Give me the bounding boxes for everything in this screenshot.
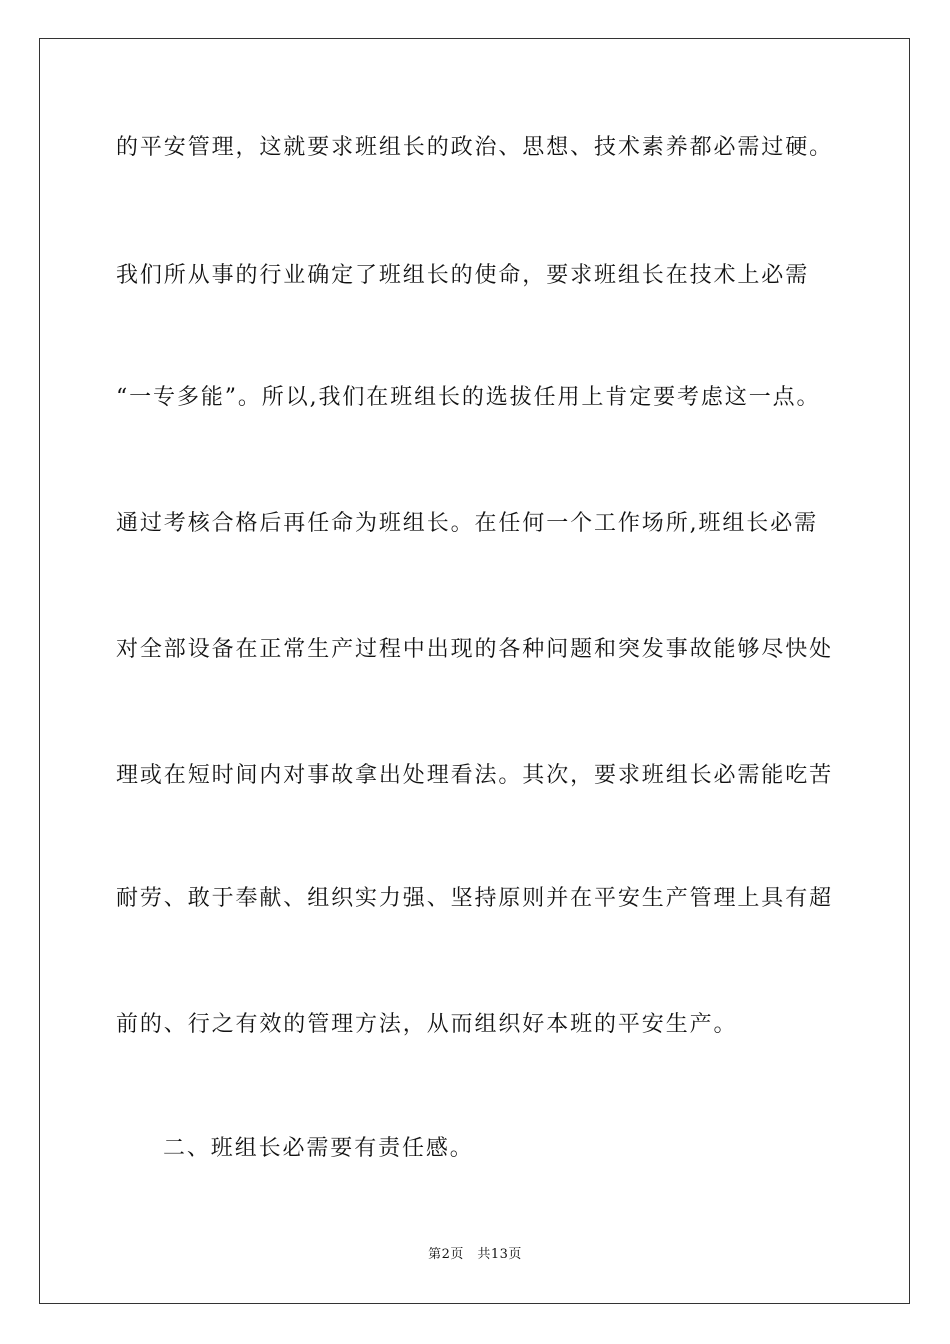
body-text-line-4: 通过考核合格后再任命为班组长。在任何一个工作场所,班组长必需 <box>116 511 818 536</box>
body-text-line-1: 的平安管理，这就要求班组长的政治、思想、技术素养都必需过硬。 <box>116 135 834 160</box>
body-text-line-8: 前的、行之有效的管理方法，从而组织好本班的平安生产。 <box>116 1012 738 1037</box>
body-text-line-3: “一专多能”。所以,我们在班组长的选拔任用上肯定要考虑这一点。 <box>116 385 821 410</box>
body-text-line-7: 耐劳、敢于奉献、组织实力强、坚持原则并在平安生产管理上具有超 <box>116 886 834 911</box>
page-number-footer: 第2页 共13页 <box>428 1247 522 1262</box>
body-text-line-2: 我们所从事的行业确定了班组长的使命，要求班组长在技术上必需 <box>116 263 810 288</box>
section-heading: 二、班组长必需要有责任感。 <box>163 1136 474 1161</box>
body-text-line-6: 理或在短时间内对事故拿出处理看法。其次，要求班组长必需能吃苦 <box>116 763 834 788</box>
page-border <box>39 38 910 1304</box>
body-text-line-5: 对全部设备在正常生产过程中出现的各种问题和突发事故能够尽快处 <box>116 637 834 662</box>
